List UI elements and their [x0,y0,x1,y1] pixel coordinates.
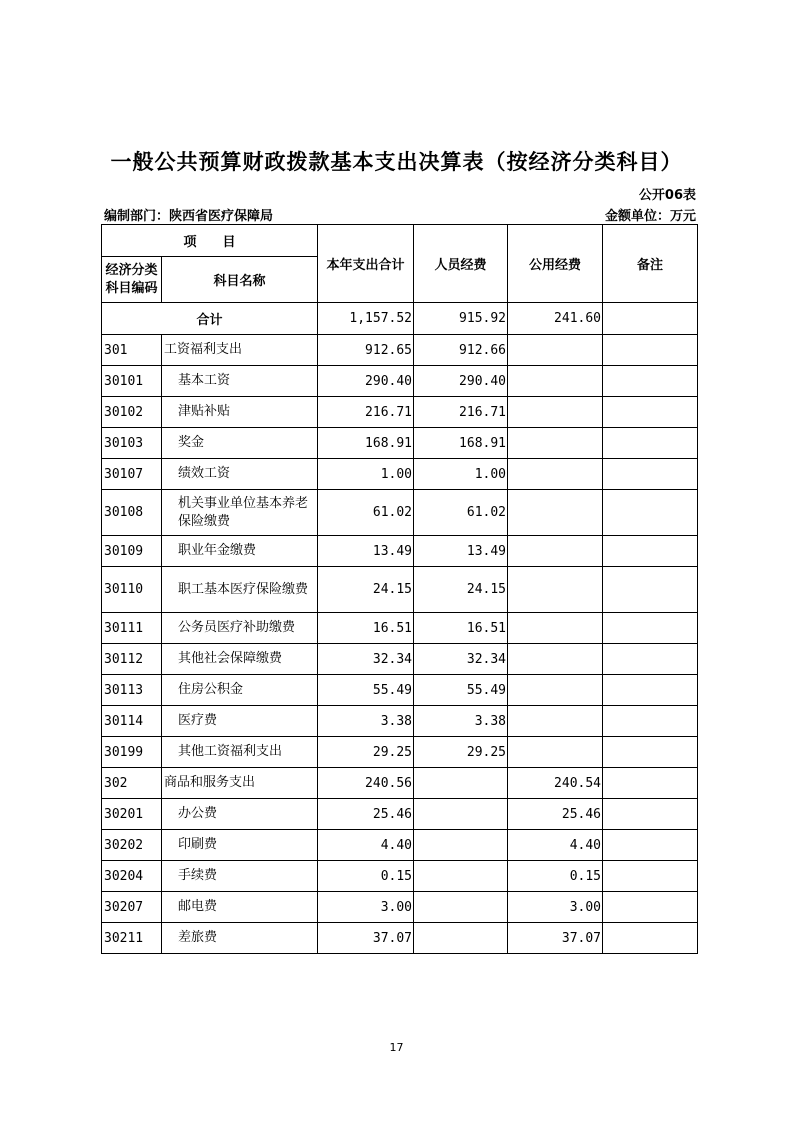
summary-note [603,303,698,335]
row-note [603,490,698,536]
row-public [508,706,603,737]
header-item: 项 目 [102,225,318,257]
row-name: 津贴补贴 [162,397,318,428]
row-public: 25.46 [508,799,603,830]
table-row [102,799,698,830]
row-total: 55.49 [318,675,414,706]
row-public [508,613,603,644]
row-code: 30110 [102,567,162,613]
summary-personnel: 915.92 [414,303,508,335]
summary-public: 241.60 [508,303,603,335]
page-number: 17 [389,1041,404,1054]
row-public [508,536,603,567]
row-note [603,706,698,737]
row-name: 基本工资 [162,366,318,397]
row-personnel [414,861,508,892]
row-name: 商品和服务支出 [162,768,318,799]
summary-row [102,303,698,335]
row-total: 29.25 [318,737,414,768]
row-note [603,675,698,706]
table-row [102,644,698,675]
row-total: 37.07 [318,923,414,954]
header-personnel: 人员经费 [414,225,508,303]
summary-total: 1,157.52 [318,303,414,335]
table-row [102,923,698,954]
row-note [603,459,698,490]
table-row [102,892,698,923]
row-code: 30114 [102,706,162,737]
row-note [603,830,698,861]
table-row [102,536,698,567]
summary-label: 合计 [102,303,318,335]
row-note [603,536,698,567]
table-row [102,675,698,706]
row-total: 13.49 [318,536,414,567]
row-name: 工资福利支出 [162,335,318,366]
row-public [508,490,603,536]
row-name: 印刷费 [162,830,318,861]
table-row [102,366,698,397]
row-personnel: 29.25 [414,737,508,768]
header-total: 本年支出合计 [318,225,414,303]
row-personnel: 912.66 [414,335,508,366]
row-total: 1.00 [318,459,414,490]
row-note [603,335,698,366]
header-name: 科目名称 [162,257,318,303]
table-row [102,737,698,768]
row-personnel: 13.49 [414,536,508,567]
row-personnel: 32.34 [414,644,508,675]
row-personnel: 24.15 [414,567,508,613]
table-row [102,567,698,613]
table-row [102,397,698,428]
row-name: 职业年金缴费 [162,536,318,567]
row-total: 25.46 [318,799,414,830]
row-name: 公务员医疗补助缴费 [162,613,318,644]
expenditure-table [101,224,698,954]
row-name: 邮电费 [162,892,318,923]
row-total: 24.15 [318,567,414,613]
row-total: 240.56 [318,768,414,799]
row-personnel: 216.71 [414,397,508,428]
row-total: 4.40 [318,830,414,861]
row-note [603,613,698,644]
row-personnel [414,799,508,830]
row-personnel [414,768,508,799]
row-name: 手续费 [162,861,318,892]
row-code: 30201 [102,799,162,830]
row-name: 其他工资福利支出 [162,737,318,768]
table-row [102,861,698,892]
row-code: 30107 [102,459,162,490]
row-name: 办公费 [162,799,318,830]
table-row [102,428,698,459]
row-public: 4.40 [508,830,603,861]
row-total: 3.38 [318,706,414,737]
row-code: 301 [102,335,162,366]
row-personnel [414,923,508,954]
row-code: 30112 [102,644,162,675]
row-public [508,675,603,706]
row-note [603,366,698,397]
row-note [603,923,698,954]
row-code: 30102 [102,397,162,428]
row-total: 290.40 [318,366,414,397]
table-row [102,459,698,490]
row-code: 30211 [102,923,162,954]
row-total: 0.15 [318,861,414,892]
row-total: 3.00 [318,892,414,923]
header-public: 公用经费 [508,225,603,303]
row-public [508,335,603,366]
row-personnel: 290.40 [414,366,508,397]
row-code: 30113 [102,675,162,706]
header-code-line2: 科目编码 [105,280,158,296]
row-personnel: 55.49 [414,675,508,706]
row-public [508,397,603,428]
row-personnel: 1.00 [414,459,508,490]
row-public [508,428,603,459]
header-code [102,257,162,303]
row-code: 30204 [102,861,162,892]
header-row [102,225,698,257]
row-personnel [414,830,508,861]
table-title: 一般公共预算财政拨款基本支出决算表（按经济分类科目） [110,150,683,174]
row-public [508,644,603,675]
row-note [603,799,698,830]
header-note: 备注 [603,225,698,303]
row-code: 30202 [102,830,162,861]
row-total: 61.02 [318,490,414,536]
header-code-line1: 经济分类 [105,262,158,278]
row-public [508,567,603,613]
row-note [603,768,698,799]
row-code: 30103 [102,428,162,459]
row-code: 30108 [102,490,162,536]
row-total: 912.65 [318,335,414,366]
row-name: 其他社会保障缴费 [162,644,318,675]
row-public [508,459,603,490]
row-code: 30101 [102,366,162,397]
department-label: 编制部门：陕西省医疗保障局 [104,209,274,224]
row-name: 医疗费 [162,706,318,737]
row-name: 住房公积金 [162,675,318,706]
table-row [102,490,698,536]
row-name: 差旅费 [162,923,318,954]
row-personnel: 61.02 [414,490,508,536]
row-name: 绩效工资 [162,459,318,490]
table-row [102,706,698,737]
row-code: 30109 [102,536,162,567]
row-note [603,892,698,923]
row-public: 0.15 [508,861,603,892]
row-code: 30111 [102,613,162,644]
row-public: 3.00 [508,892,603,923]
row-note [603,567,698,613]
row-personnel: 168.91 [414,428,508,459]
row-public [508,366,603,397]
row-public: 240.54 [508,768,603,799]
row-note [603,861,698,892]
row-total: 216.71 [318,397,414,428]
row-total: 168.91 [318,428,414,459]
row-personnel: 3.38 [414,706,508,737]
row-total: 16.51 [318,613,414,644]
document-number: 公开06表 [638,188,696,203]
row-name: 职工基本医疗保险缴费 [162,567,318,613]
row-personnel: 16.51 [414,613,508,644]
row-total: 32.34 [318,644,414,675]
row-public: 37.07 [508,923,603,954]
row-note [603,644,698,675]
table-row [102,613,698,644]
row-public [508,737,603,768]
table-row [102,335,698,366]
row-note [603,397,698,428]
row-personnel [414,892,508,923]
row-code: 30199 [102,737,162,768]
row-name: 机关事业单位基本养老保险缴费 [162,490,318,536]
unit-label: 金额单位：万元 [604,209,696,224]
row-code: 302 [102,768,162,799]
row-name: 奖金 [162,428,318,459]
row-note [603,428,698,459]
row-code: 30207 [102,892,162,923]
table-row [102,768,698,799]
row-note [603,737,698,768]
table-row [102,830,698,861]
